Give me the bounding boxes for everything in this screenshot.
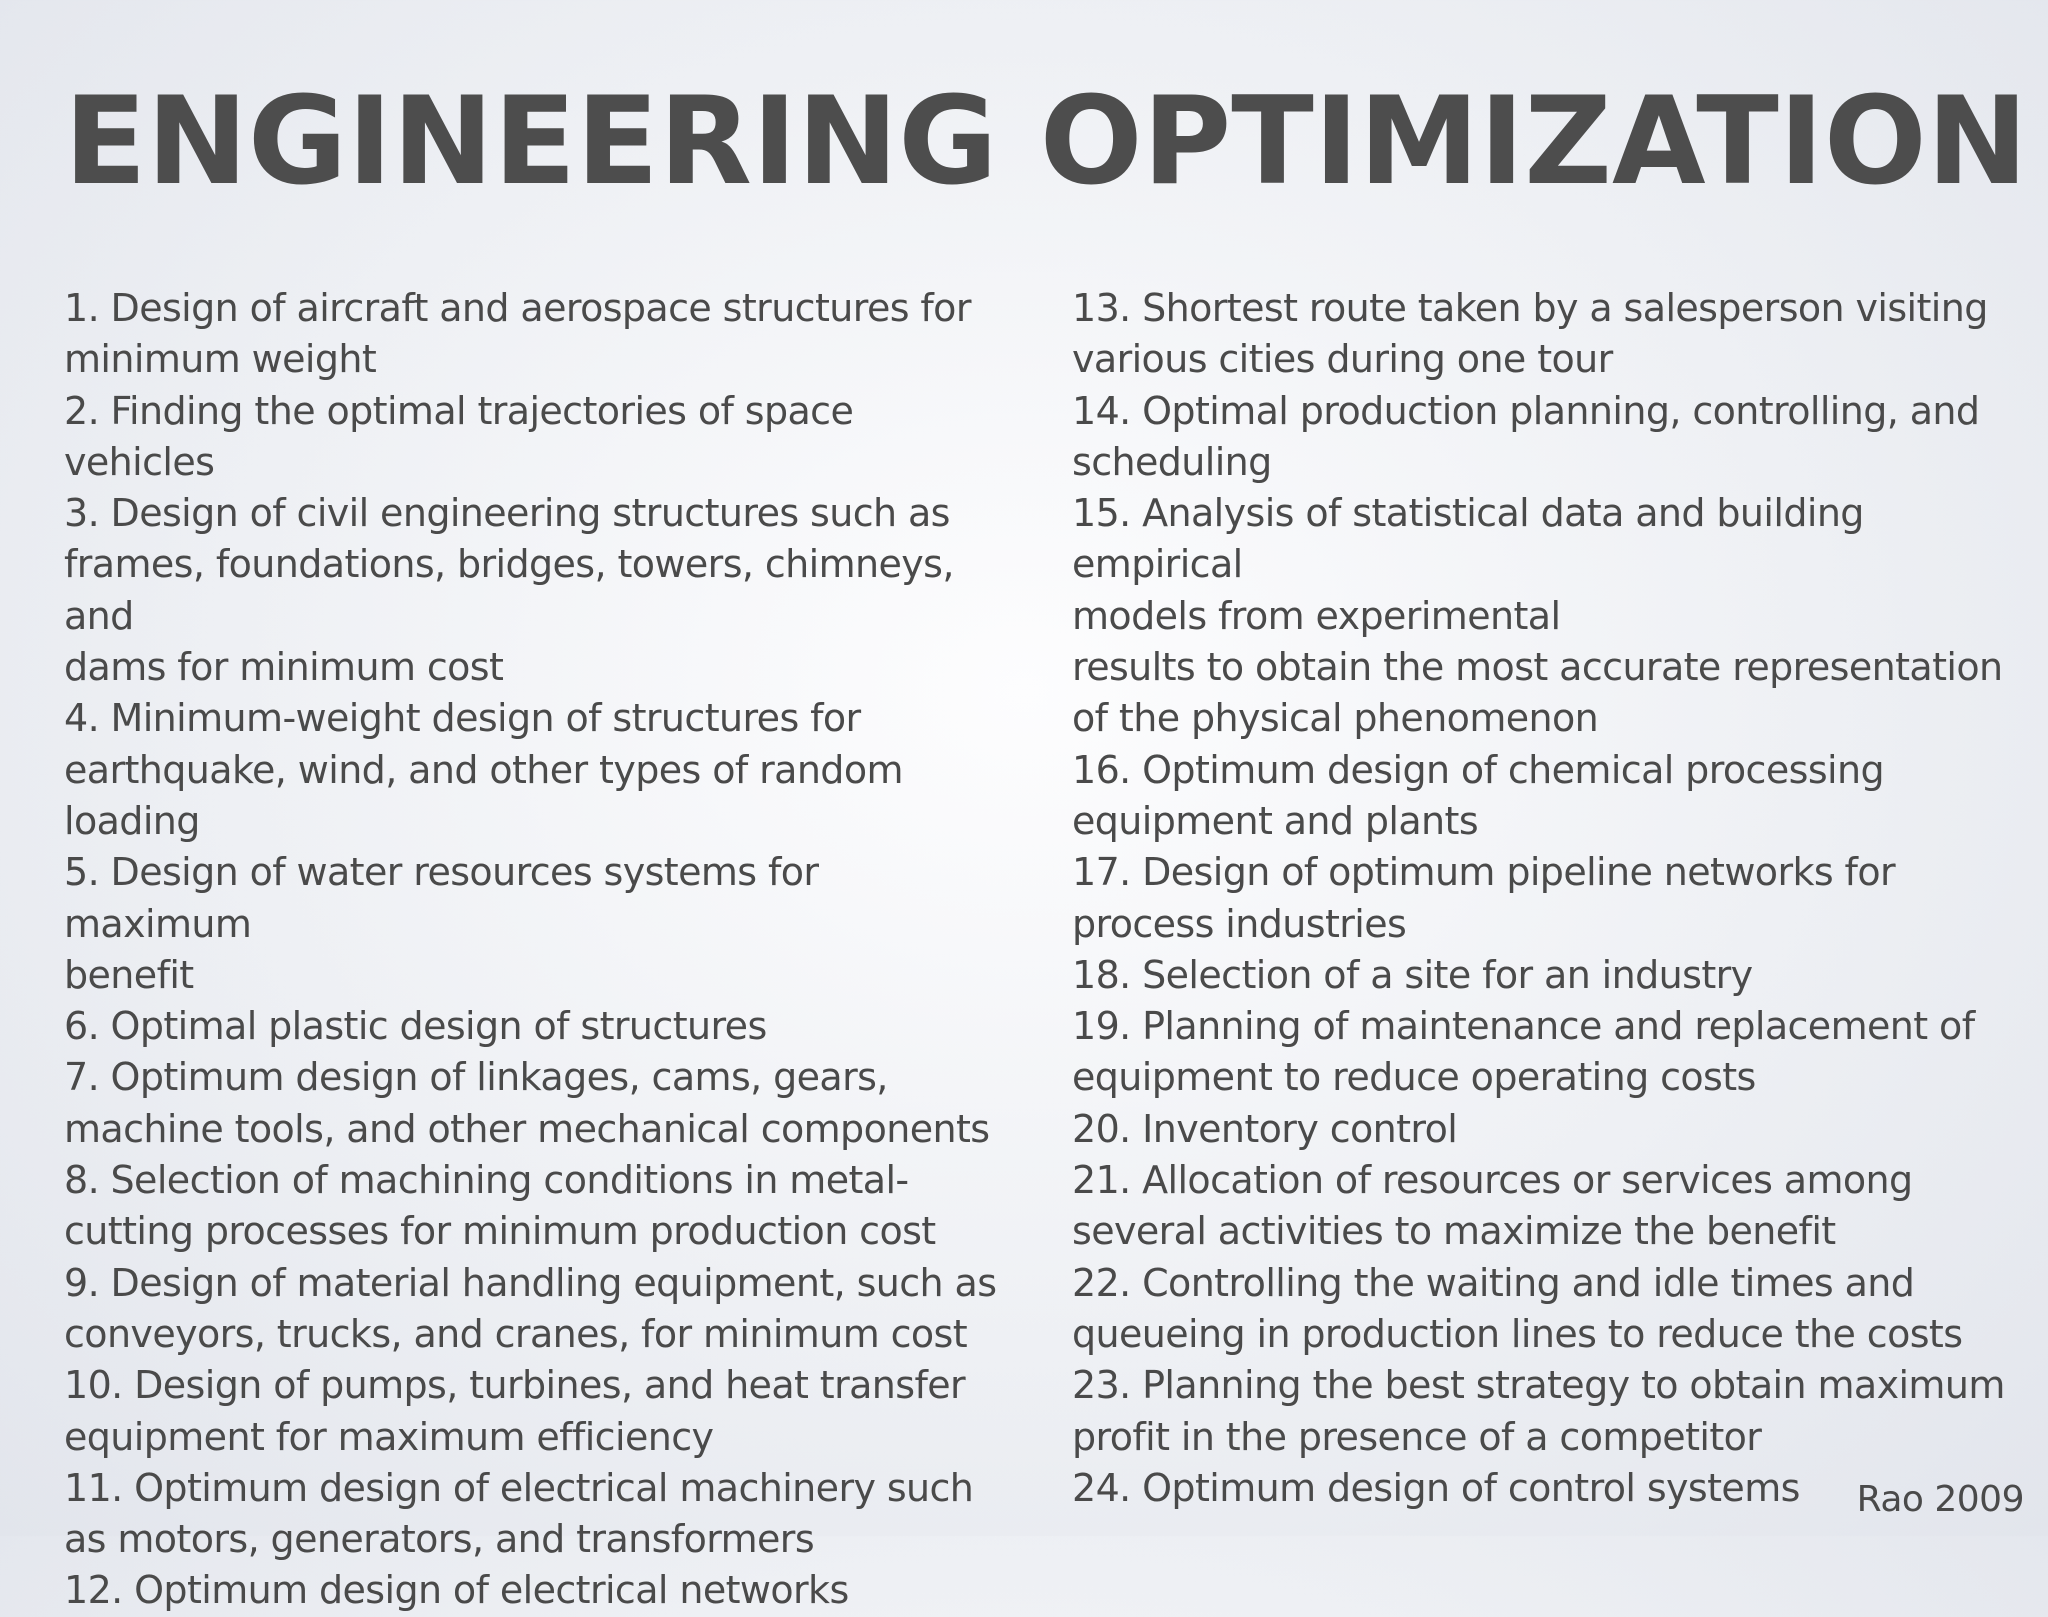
list-item: 12. Optimum design of electrical networks: [64, 1568, 849, 1613]
list-item: 6. Optimal plastic design of structures: [64, 1004, 767, 1049]
list-item: 3. Design of civil engineering structures such as frames, foundations, bridges, towers, chimneys, and dams for minimum cost: [64, 491, 954, 690]
applications-list-right: [1072, 283, 2012, 1514]
list-item: 7. Optimum design of linkages, cams, gears, machine tools, and other mechanical components: [64, 1055, 990, 1151]
slide-title: ENGINEERING OPTIMIZATION: [64, 71, 2028, 212]
list-item: 16. Optimum design of chemical processing equipment and plants: [1072, 747, 1884, 843]
list-item: 19. Planning of maintenance and replacement of equipment to reduce operating costs: [1072, 1004, 1975, 1100]
list-item: 10. Design of pumps, turbines, and heat transfer equipment for maximum efficiency: [64, 1363, 966, 1459]
list-item: 24. Optimum design of control systems: [1072, 1465, 1800, 1510]
list-item: 8. Selection of machining conditions in metal- cutting processes for minimum production cost: [64, 1158, 936, 1254]
citation-credit: Rao 2009: [1856, 1479, 2024, 1520]
list-item: 17. Design of optimum pipeline networks for process industries: [1072, 850, 1896, 946]
list-item: 20. Inventory control: [1072, 1106, 1458, 1151]
list-item: 5. Design of water resources systems for maximum benefit: [64, 850, 819, 997]
list-item: 9. Design of material handling equipment, such as conveyors, trucks, and cranes, for minimum cost: [64, 1260, 997, 1356]
list-item: 23. Planning the best strategy to obtain maximum profit in the presence of a competitor: [1072, 1363, 2005, 1459]
list-item: 2. Finding the optimal trajectories of space vehicles: [64, 388, 854, 484]
list-item: 4. Minimum-weight design of structures for earthquake, wind, and other types of random loading: [64, 696, 903, 843]
list-item: 1. Design of aircraft and aerospace structures for minimum weight: [64, 286, 971, 382]
list-item: 11. Optimum design of electrical machinery such as motors, generators, and transformers: [64, 1465, 974, 1562]
list-item: 13. Shortest route taken by a salesperson visiting various cities during one tour: [1072, 286, 1988, 382]
applications-list-left: [64, 283, 1004, 1617]
list-item: 15. Analysis of statistical data and building empirical models from experimental results to obtain the most accurate representation of the physical phenomenon: [1072, 491, 2003, 741]
list-item: 21. Allocation of resources or services among several activities to maximize the benefit: [1072, 1158, 1913, 1254]
list-item: 18. Selection of a site for an industry: [1072, 952, 1753, 997]
list-item: 22. Controlling the waiting and idle times and queueing in production lines to reduce the costs: [1072, 1260, 1963, 1356]
list-item: 14. Optimal production planning, controlling, and scheduling: [1072, 388, 1980, 484]
